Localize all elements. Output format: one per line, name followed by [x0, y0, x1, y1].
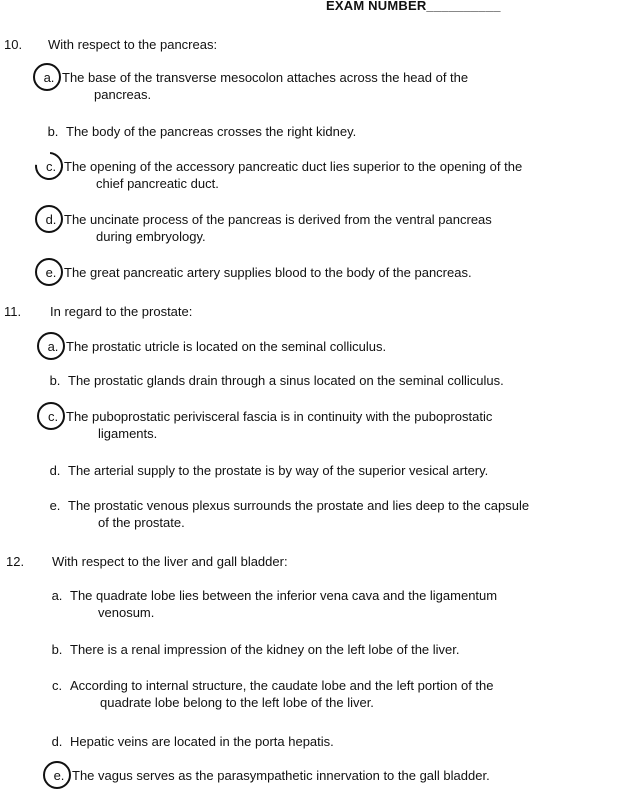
answer-circle-mark — [33, 63, 61, 91]
answer-circle-mark — [35, 205, 63, 233]
option-text: There is a renal impression of the kidney on the left lobe of the liver. — [70, 642, 460, 657]
question-11-option-b[interactable] — [48, 372, 624, 389]
question-11-option-d[interactable] — [48, 462, 624, 479]
option-letter: d. — [51, 734, 63, 749]
question-11-stem: In regard to the prostate: — [50, 304, 193, 319]
option-letter: b. — [47, 124, 59, 139]
option-text: The arterial supply to the prostate is by way of the superior vesical artery. — [68, 463, 489, 478]
option-letter: d. — [49, 463, 61, 478]
answer-circle-mark — [37, 332, 65, 360]
question-10-option-d[interactable] — [44, 211, 624, 245]
question-12-option-b[interactable] — [50, 641, 624, 658]
option-letter: d. — [44, 211, 58, 228]
question-12-option-c[interactable] — [50, 677, 624, 711]
option-letter: a. — [42, 69, 56, 86]
option-text: The prostatic glands drain through a sinus located on the seminal colliculus. — [68, 373, 504, 388]
question-11-option-a[interactable] — [46, 338, 624, 355]
option-text-continued: during embryology. — [96, 229, 206, 244]
question-11-option-e[interactable] — [48, 497, 624, 531]
option-text-continued: chief pancreatic duct. — [96, 176, 219, 191]
option-text: The base of the transverse mesocolon attaches across the head of the — [62, 70, 469, 85]
option-text: The great pancreatic artery supplies blood to the body of the pancreas. — [64, 265, 472, 280]
option-text: The prostatic venous plexus surrounds the prostate and lies deep to the capsule — [68, 498, 530, 513]
option-text-continued: pancreas. — [94, 87, 152, 102]
question-12-stem: With respect to the liver and gall bladder: — [52, 554, 288, 569]
option-letter: e. — [44, 264, 58, 281]
option-letter: c. — [46, 408, 60, 425]
question-10-option-e[interactable] — [44, 264, 624, 281]
answer-circle-mark — [35, 258, 63, 286]
option-letter: e. — [49, 498, 61, 513]
answer-circle-mark — [43, 761, 71, 789]
question-12-number: 12. — [6, 554, 25, 569]
option-text: The vagus serves as the parasympathetic innervation to the gall bladder. — [72, 768, 490, 783]
question-12-option-d[interactable] — [50, 733, 624, 750]
question-11-option-c[interactable] — [46, 408, 624, 442]
option-text: The body of the pancreas crosses the right kidney. — [66, 124, 357, 139]
option-text-continued: venosum. — [98, 605, 155, 620]
option-text-continued: ligaments. — [98, 426, 158, 441]
option-text-continued: quadrate lobe belong to the left lobe of the liver. — [100, 695, 374, 710]
option-text: According to internal structure, the caudate lobe and the left portion of the — [70, 678, 494, 693]
question-10-number: 10. — [4, 37, 23, 52]
option-letter: c. — [44, 158, 58, 175]
question-12-option-e[interactable] — [52, 767, 624, 784]
question-10-option-a[interactable] — [42, 69, 622, 103]
option-letter: b. — [49, 373, 61, 388]
option-text: The quadrate lobe lies between the inferior vena cava and the ligamentum — [70, 588, 498, 603]
question-10-option-c[interactable] — [44, 158, 624, 192]
option-text: The prostatic utricle is located on the seminal colliculus. — [66, 339, 387, 354]
option-text: The opening of the accessory pancreatic duct lies superior to the opening of the — [64, 159, 523, 174]
option-text: The uncinate process of the pancreas is derived from the ventral pancreas — [64, 212, 492, 227]
answer-circle-mark — [37, 402, 65, 430]
question-12-option-a[interactable] — [50, 587, 624, 621]
option-text: Hepatic veins are located in the porta hepatis. — [70, 734, 334, 749]
option-letter: b. — [51, 642, 63, 657]
question-10-option-b[interactable] — [46, 123, 624, 140]
option-letter: e. — [52, 767, 66, 784]
option-letter: a. — [51, 588, 63, 603]
question-10-stem: With respect to the pancreas: — [48, 37, 218, 52]
exam-number-label: EXAM NUMBER__________ — [326, 0, 501, 13]
option-letter: c. — [51, 678, 63, 693]
option-text: The puboprostatic perivisceral fascia is in continuity with the puboprostatic — [66, 409, 493, 424]
option-letter: a. — [46, 338, 60, 355]
option-text-continued: of the prostate. — [98, 515, 185, 530]
question-11-number: 11. — [4, 304, 22, 319]
